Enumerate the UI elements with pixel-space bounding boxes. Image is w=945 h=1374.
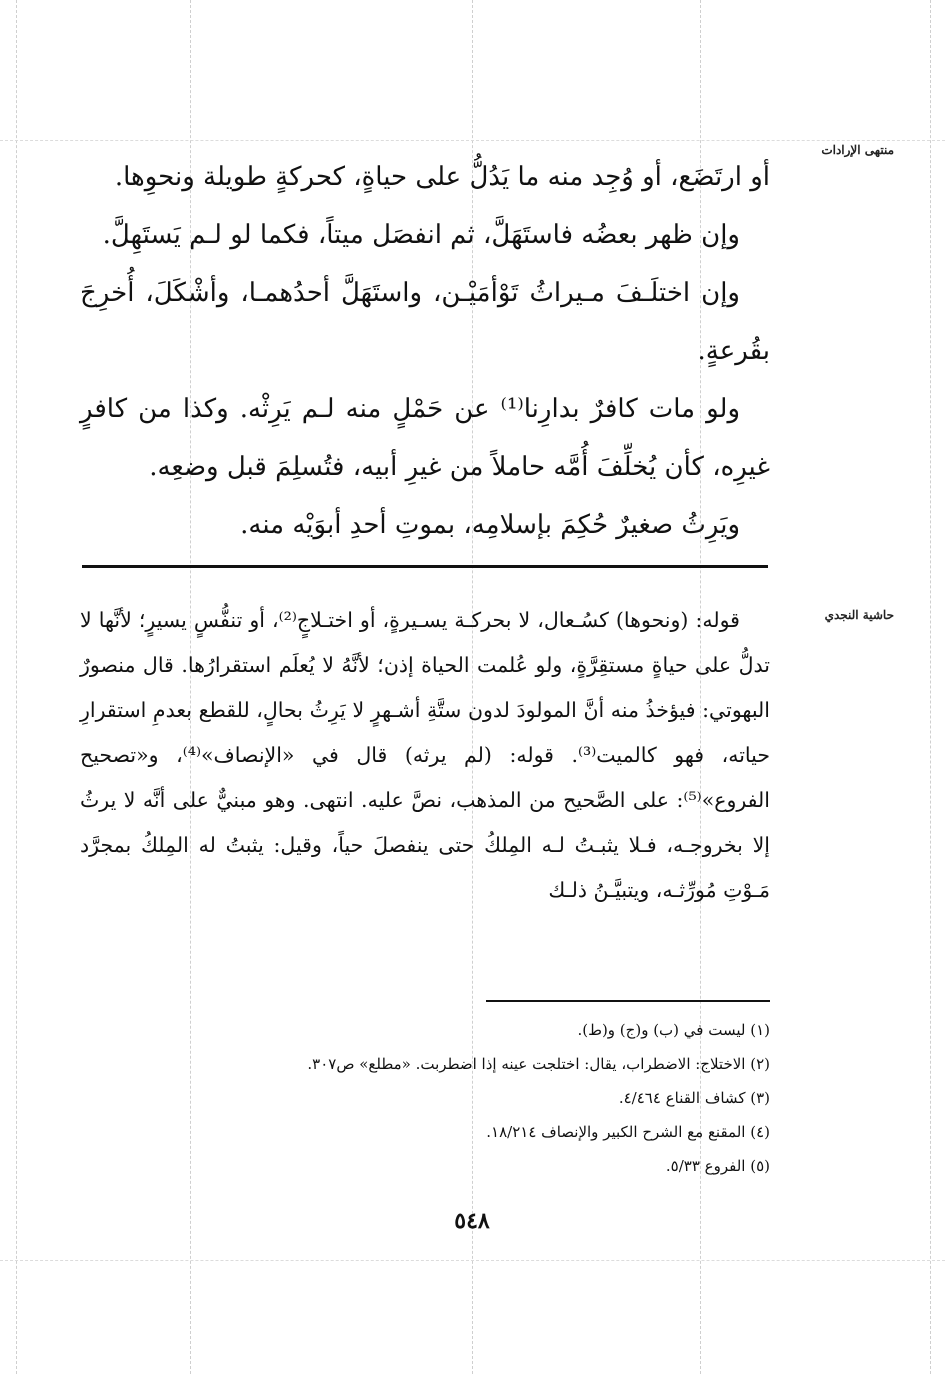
main-text bbox=[80, 148, 770, 554]
commentary-text bbox=[80, 598, 770, 913]
scan-guide-line bbox=[930, 0, 931, 1374]
section-divider bbox=[82, 565, 768, 568]
scan-guide-line bbox=[0, 1260, 945, 1261]
footnote: (٥) الفروع ٥/٣٣. bbox=[665, 1157, 770, 1175]
side-label-matn: منتهى الإرادات bbox=[821, 143, 894, 157]
main-paragraph: ولو مات كافرٌ بدارِنا⁽¹⁾ عن حَمْلٍ منه لـم يَرِثْه. وكذا من كافرٍ غيرِه، كأن يُخلِّفَ أُمَّه حاملاً من غيرِ أبيه، فتُسلِمَ قبل وضعِه. bbox=[80, 394, 770, 482]
footnote: (٢) الاختلاج: الاضطراب، يقال: اختلجت عينه إذا اضطربت. «مطلع» ص٣٠٧. bbox=[307, 1055, 770, 1073]
scan-guide-line bbox=[16, 0, 17, 1374]
footnotes bbox=[140, 1013, 770, 1183]
scan-guide-line bbox=[0, 140, 945, 141]
commentary-paragraph: قوله: (ونحوها) كسُـعال، لا بحركـة يسـيرةٍ، أو اختـلاجٍ⁽²⁾، أو تنفُّسٍ يسيرٍ؛ لأنَّها لا تدلُّ على حياةٍ مستقِرَّةٍ، ولو عُلمت الحياة إذن؛ لأنَّهُ لا يُعلَم استقرارُها. قال منصورٌ البهوتي: فيؤخذُ منه أنَّ المولودَ لدون ستَّةِ أشـهرٍ لا يَرِثُ بحالٍ، للقطع بعدمِ استقرارِ حياته، فهو كالميت⁽³⁾. قوله: (لم يرثه) قال في «الإنصاف»⁽⁴⁾، و«تصحيح الفروع»⁽⁵⁾: على الصَّحيح من المذهب، نصَّ عليه. انتهى. وهو مبنيٌّ على أنَّه لا يرثُ إلا بخروجـه، فـلا يثبـتُ لـه المِلكُ حتى ينفصلَ حياً، وقيل: يثبتُ له المِلكُ بمجرَّد مَـوْتِ مُورِّثـه، ويتبيَّـنُ ذلـك bbox=[80, 608, 771, 902]
footnote: (١) ليست في (ب) و(ج) و(ط). bbox=[577, 1021, 770, 1039]
main-paragraph: أو ارتَضَع، أو وُجِد منه ما يَدُلُّ على حياةٍ، كحركةٍ طويلة ونحوِها. bbox=[114, 162, 770, 192]
main-paragraph: ويَرِثُ صغيرٌ حُكِمَ بإسلامِه، بموتِ أحدِ أبوَيْه منه. bbox=[240, 510, 740, 540]
main-paragraph: وإن اختلَـفَ مـيراثُ تَوْأمَيْـن، واستَهَلَّ أحدُهمـا، وأشْكَلَ، أُخرِجَ بقُرعةٍ. bbox=[80, 278, 770, 366]
side-label-hashiya: حاشية النجدي bbox=[824, 608, 894, 622]
footnote: (٣) كشاف القناع ٤/٤٦٤. bbox=[618, 1089, 770, 1107]
page-number: ٥٤٨ bbox=[454, 1208, 490, 1234]
footnote-divider bbox=[486, 1000, 770, 1002]
footnote: (٤) المقنع مع الشرح الكبير والإنصاف ١٨/٢١٤. bbox=[486, 1123, 770, 1141]
main-paragraph: وإن ظهر بعضُه فاستَهَلَّ، ثم انفصَل ميتاً، فكما لو لـم يَستَهِلَّ. bbox=[102, 220, 740, 250]
